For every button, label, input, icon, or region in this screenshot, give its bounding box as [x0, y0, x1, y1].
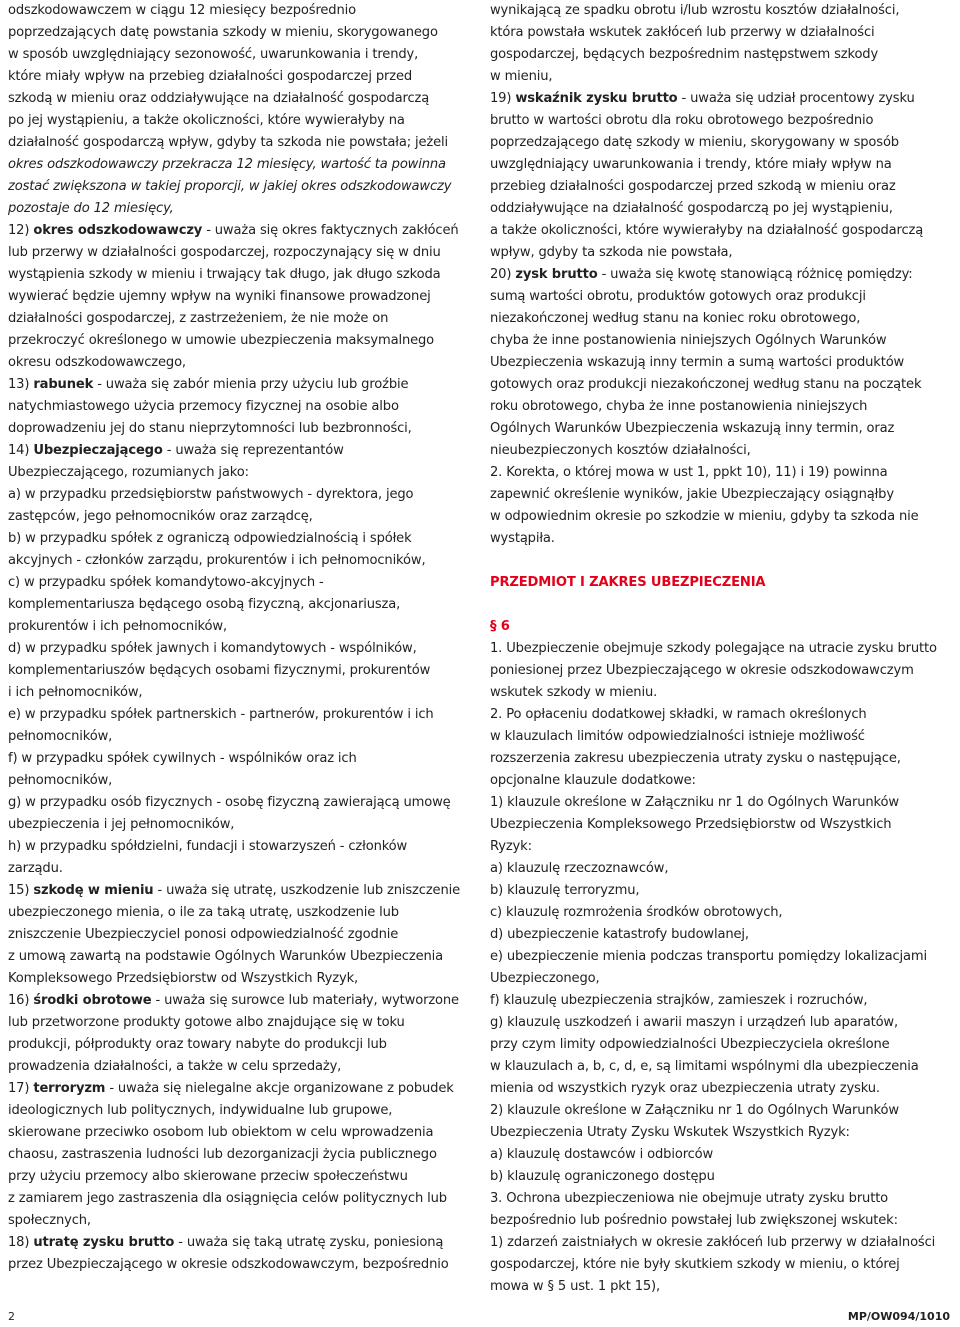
text-line — [490, 440, 956, 462]
text-run: ubezpieczonego mienia, o ile za taką utratę, uszkodzenie lub — [8, 905, 399, 920]
text-line — [490, 132, 956, 154]
text-line — [490, 1122, 956, 1144]
text-line — [490, 990, 956, 1012]
text-run: przez Ubezpieczającego w okresie odszkodowawczym, bezpośrednio — [8, 1257, 449, 1272]
text-line — [8, 968, 478, 990]
text-line — [490, 638, 956, 660]
text-run: chaosu, zastraszenia ludności lub dezorganizacji życia publicznego — [8, 1147, 437, 1162]
text-run: 19) — [490, 91, 516, 106]
text-line — [8, 330, 478, 352]
text-line — [490, 1276, 956, 1298]
text-run: roku obrotowego, chyba że inne postanowienia niniejszych — [490, 399, 868, 414]
text-line — [8, 770, 478, 792]
text-run: doprowadzeniu jej do stanu nieprzytomności lub bezbronności, — [8, 421, 412, 436]
text-run: f) w przypadku spółek cywilnych - wspólników oraz ich — [8, 751, 357, 766]
text-run: e) ubezpieczenie mienia podczas transportu pomiędzy lokalizacjami — [490, 949, 927, 964]
text-run: Ubezpieczenia Kompleksowego Przedsiębiorstw od Wszystkich — [490, 817, 892, 832]
text-run: Ubezpieczenia Utraty Zysku Wskutek Wszystkich Ryzyk: — [490, 1125, 850, 1140]
text-run: f) klauzulę ubezpieczenia strajków, zamieszek i rozruchów, — [490, 993, 868, 1008]
text-run: Ubezpieczającego, rozumianych jako: — [8, 465, 249, 480]
text-run: 20) — [490, 267, 516, 282]
text-line — [8, 220, 478, 242]
text-line — [8, 0, 478, 22]
text-line — [8, 858, 478, 880]
text-run: zastępców, jego pełnomocników oraz zarządcę, — [8, 509, 313, 524]
text-run: lub przetworzone produkty gotowe albo znajdujące się w toku — [8, 1015, 405, 1030]
text-line — [8, 902, 478, 924]
text-run: rozszerzenia zakresu ubezpieczenia utraty zysku o następujące, — [490, 751, 901, 766]
text-line — [8, 352, 478, 374]
text-run: 2) klauzule określone w Załączniku nr 1 do Ogólnych Warunków — [490, 1103, 899, 1118]
text-run: b) klauzulę terroryzmu, — [490, 883, 640, 898]
text-line — [490, 1210, 956, 1232]
text-run: uwzględniający uwarunkowania i trendy, które miały wpływ na — [490, 157, 892, 172]
text-run: działalności gospodarczej, z zastrzeżeniem, że nie może on — [8, 311, 389, 326]
text-run: g) klauzulę uszkodzeń i awarii maszyn i urządzeń lub aparatów, — [490, 1015, 899, 1030]
text-run: a) w przypadku przedsiębiorstw państwowych - dyrektora, jego — [8, 487, 414, 502]
defined-term: utratę zysku brutto — [33, 1235, 175, 1250]
text-line — [8, 1056, 478, 1078]
text-run: wskutek szkody w mieniu. — [490, 685, 658, 700]
text-line — [8, 990, 478, 1012]
text-run: zostać zwiększona w takiej proporcji, w jakiej okres odszkodowawczy — [8, 179, 452, 194]
text-line — [490, 1100, 956, 1122]
text-line — [490, 1254, 956, 1276]
text-line — [8, 660, 478, 682]
text-line — [8, 440, 478, 462]
text-run: mowa w § 5 ust. 1 pkt 15), — [490, 1279, 661, 1294]
text-line — [490, 814, 956, 836]
text-line — [8, 528, 478, 550]
text-line — [8, 726, 478, 748]
text-line — [8, 572, 478, 594]
text-run: 1. Ubezpieczenie obejmuje szkody polegające na utracie zysku brutto — [490, 641, 937, 656]
text-line — [490, 924, 956, 946]
text-line — [490, 550, 956, 572]
text-run: mienia od wszystkich ryzyk oraz ubezpieczenia utraty zysku. — [490, 1081, 880, 1096]
text-run: bezpośrednio lub pośrednio powstałej lub zwiększonej wskutek: — [490, 1213, 898, 1228]
text-run: ubezpieczenia i jej pełnomocników, — [8, 817, 235, 832]
text-run: 18) — [8, 1235, 34, 1250]
text-line — [8, 484, 478, 506]
text-run: 2. Po opłaceniu dodatkowej składki, w ramach określonych — [490, 707, 867, 722]
text-run: d) ubezpieczenie katastrofy budowlanej, — [490, 927, 749, 942]
text-run: - uważa się kwotę stanowiącą różnicę pomiędzy: — [597, 267, 913, 282]
text-run: komplementariuszów będących osobami fizycznymi, prokurentów — [8, 663, 431, 678]
text-line — [490, 66, 956, 88]
text-line — [8, 286, 478, 308]
text-line — [8, 550, 478, 572]
text-line — [490, 0, 956, 22]
text-run: sumą wartości obrotu, produktów gotowych oraz produkcji — [490, 289, 866, 304]
text-run: komplementariusza będącego osobą fizyczną, akcjonariusza, — [8, 597, 401, 612]
text-run: w mieniu, — [490, 69, 553, 84]
text-line — [490, 176, 956, 198]
text-run: okresu odszkodowawczego, — [8, 355, 186, 370]
text-run: zapewnić określenie wyników, jakie Ubezpieczający osiągnąłby — [490, 487, 894, 502]
text-line — [490, 374, 956, 396]
text-line — [8, 924, 478, 946]
text-line — [490, 242, 956, 264]
text-run: przebieg działalności gospodarczej przed szkodą w mieniu oraz — [490, 179, 896, 194]
text-run: pełnomocników, — [8, 773, 113, 788]
text-line — [490, 528, 956, 550]
text-run: gospodarczej, które nie były skutkiem szkody w mieniu, o której — [490, 1257, 900, 1272]
document-code: MP/OW094/1010 — [847, 1310, 950, 1323]
text-run: c) klauzulę rozmrożenia środków obrotowych, — [490, 905, 783, 920]
text-line — [490, 506, 956, 528]
text-line — [8, 1254, 478, 1276]
text-run: z zamiarem jego zastraszenia dla osiągnięcia celów politycznych lub — [8, 1191, 447, 1206]
text-line — [490, 946, 956, 968]
text-line — [490, 286, 956, 308]
defined-term: zysk brutto — [515, 267, 598, 282]
text-line — [8, 66, 478, 88]
defined-term: wskaźnik zysku brutto — [515, 91, 678, 106]
text-run: 16) — [8, 993, 34, 1008]
text-run: prowadzenia działalności, a także w celu sprzedaży, — [8, 1059, 342, 1074]
text-line — [490, 44, 956, 66]
text-line — [490, 726, 956, 748]
text-line — [8, 638, 478, 660]
text-run: poprzedzających datę powstania szkody w mieniu, skorygowanego — [8, 25, 438, 40]
text-run: 3. Ochrona ubezpieczeniowa nie obejmuje utraty zysku brutto — [490, 1191, 889, 1206]
text-run: g) w przypadku osób fizycznych - osobę fizyczną zawierającą umowę — [8, 795, 451, 810]
text-run: wywierać będzie ujemny wpływ na wyniki finansowe prowadzonej — [8, 289, 431, 304]
text-run: w klauzulach limitów odpowiedzialności istnieje możliwość — [490, 729, 865, 744]
text-run: gotowych oraz produkcji niezakończonej według stanu na początek — [490, 377, 922, 392]
text-run: oddziaływujące na działalność gospodarczą po jej wystąpieniu, — [490, 201, 893, 216]
text-run: Kompleksowego Przedsiębiorstw od Wszystkich Ryzyk, — [8, 971, 359, 986]
text-line — [8, 880, 478, 902]
text-run: 2. Korekta, o której mowa w ust 1, ppkt 10), 11) i 19) powinna — [490, 465, 888, 480]
text-run: - uważa się utratę, uszkodzenie lub zniszczenie — [153, 883, 461, 898]
text-line — [490, 660, 956, 682]
text-line — [490, 220, 956, 242]
text-run: która powstała wskutek zakłóceń lub przerwy w działalności — [490, 25, 875, 40]
text-line — [490, 1056, 956, 1078]
text-line — [490, 682, 956, 704]
text-line — [8, 616, 478, 638]
text-line — [490, 88, 956, 110]
defined-term: Ubezpieczającego — [33, 443, 163, 458]
text-run: poprzedzającego datę szkody w mieniu, skorygowany w sposób — [490, 135, 899, 150]
text-run: niezakończonej według stanu na koniec roku obrotowego, — [490, 311, 861, 326]
text-run: po jej wystąpieniu, a także okoliczności, które wywierałyby na — [8, 113, 405, 128]
text-line — [8, 836, 478, 858]
text-run: 15) — [8, 883, 34, 898]
text-line — [490, 308, 956, 330]
text-line — [490, 1144, 956, 1166]
text-line — [490, 154, 956, 176]
text-line — [490, 1012, 956, 1034]
text-run: natychmiastowego użycia przemocy fizycznej na osobie albo — [8, 399, 399, 414]
text-line — [8, 1144, 478, 1166]
text-line — [490, 748, 956, 770]
text-run: działalność gospodarczą wpływ, gdyby ta szkoda nie powstała; jeżeli — [8, 135, 448, 150]
text-run: zniszczenie Ubezpieczyciel ponosi odpowiedzialność zgodnie — [8, 927, 399, 942]
text-run: które miały wpływ na przebieg działalności gospodarczej przed — [8, 69, 413, 84]
text-run: 13) — [8, 377, 34, 392]
section-heading: PRZEDMIOT I ZAKRES UBEZPIECZENIA — [490, 575, 766, 590]
text-line — [8, 88, 478, 110]
text-run: 12) — [8, 223, 34, 238]
text-line — [8, 946, 478, 968]
text-run: c) w przypadku spółek komandytowo-akcyjnych - — [8, 575, 324, 590]
text-run: pozostaje do 12 miesięcy, — [8, 201, 174, 216]
text-run: - uważa się reprezentantów — [162, 443, 344, 458]
text-line — [8, 1122, 478, 1144]
text-line — [490, 858, 956, 880]
text-run: 1) klauzule określone w Załączniku nr 1 do Ogólnych Warunków — [490, 795, 899, 810]
text-run: odszkodowawczem w ciągu 12 miesięcy bezpośrednio — [8, 3, 356, 18]
text-line — [8, 396, 478, 418]
text-line — [8, 44, 478, 66]
text-run: lub przerwy w działalności gospodarczej, rozpoczynający się w dniu — [8, 245, 441, 260]
text-run: produkcji, półprodukty oraz towary nabyte do produkcji lub — [8, 1037, 387, 1052]
text-line — [8, 242, 478, 264]
text-run: przekroczyć określonego w umowie ubezpieczenia maksymalnego — [8, 333, 435, 348]
defined-term: terroryzm — [33, 1081, 106, 1096]
text-line — [490, 1078, 956, 1100]
text-run: przy użyciu przemocy albo skierowane przeciw społeczeństwu — [8, 1169, 408, 1184]
text-line — [8, 594, 478, 616]
text-line — [8, 1232, 478, 1254]
text-line — [8, 704, 478, 726]
text-run: h) w przypadku spółdzielni, fundacji i stowarzyszeń - członków — [8, 839, 408, 854]
text-run: w sposób uwzględniający sezonowość, uwarunkowania i trendy, — [8, 47, 419, 62]
text-line — [8, 814, 478, 836]
text-line — [490, 110, 956, 132]
text-run: ideologicznych lub politycznych, indywidualne lub grupowe, — [8, 1103, 393, 1118]
text-run: - uważa się udział procentowy zysku — [677, 91, 915, 106]
text-run: a) klauzulę dostawców i odbiorców — [490, 1147, 714, 1162]
left-text-column — [8, 0, 478, 1276]
text-line — [490, 1188, 956, 1210]
text-line — [490, 330, 956, 352]
text-line — [490, 770, 956, 792]
text-run: okres odszkodowawczy przekracza 12 miesięcy, wartość ta powinna — [8, 157, 446, 172]
text-run: - uważa się nielegalne akcje organizowane z pobudek — [105, 1081, 454, 1096]
text-line — [8, 792, 478, 814]
text-run: 14) — [8, 443, 34, 458]
text-line — [8, 176, 478, 198]
text-run: prokurentów i ich pełnomocników, — [8, 619, 227, 634]
text-run: przy czym limity odpowiedzialności Ubezpieczyciela określone — [490, 1037, 890, 1052]
text-run: - uważa się taką utratę zysku, poniesioną — [174, 1235, 444, 1250]
text-run: brutto w wartości obrotu dla roku obrotowego bezpośrednio — [490, 113, 874, 128]
text-line — [8, 418, 478, 440]
text-run: b) w przypadku spółek z ograniczą odpowiedzialnością i spółek — [8, 531, 412, 546]
text-run: poniesionej przez Ubezpieczającego w okresie odszkodowawczym — [490, 663, 914, 678]
text-line — [490, 198, 956, 220]
section-heading: § 6 — [490, 619, 510, 634]
text-line — [490, 836, 956, 858]
text-run: Ubezpieczonego, — [490, 971, 600, 986]
defined-term: rabunek — [33, 377, 94, 392]
text-run: opcjonalne klauzule dodatkowe: — [490, 773, 696, 788]
text-line — [490, 902, 956, 924]
text-line — [8, 748, 478, 770]
text-line — [8, 132, 478, 154]
text-line — [490, 880, 956, 902]
text-run: b) klauzulę ograniczonego dostępu — [490, 1169, 715, 1184]
text-line — [8, 462, 478, 484]
text-line — [8, 22, 478, 44]
defined-term: szkodę w mieniu — [33, 883, 154, 898]
text-run: Ryzyk: — [490, 839, 532, 854]
text-run: Ogólnych Warunków Ubezpieczenia wskazują inny termin, oraz — [490, 421, 895, 436]
text-run: d) w przypadku spółek jawnych i komandytowych - wspólników, — [8, 641, 417, 656]
text-run: i ich pełnomocników, — [8, 685, 143, 700]
text-run: w odpowiednim okresie po szkodzie w mieniu, gdyby ta szkoda nie — [490, 509, 919, 524]
text-run: z umową zawartą na podstawie Ogólnych Warunków Ubezpieczenia — [8, 949, 443, 964]
text-line — [8, 154, 478, 176]
text-run: 1) zdarzeń zaistniałych w okresie zakłóceń lub przerwy w działalności — [490, 1235, 936, 1250]
text-run: skierowane przeciwko osobom lub obiektom w celu wprowadzenia — [8, 1125, 434, 1140]
text-line — [8, 1188, 478, 1210]
text-line — [490, 594, 956, 616]
text-line — [8, 682, 478, 704]
text-line — [8, 110, 478, 132]
text-line — [490, 22, 956, 44]
text-run: wystąpiła. — [490, 531, 555, 546]
text-run: e) w przypadku spółek partnerskich - partnerów, prokurentów i ich — [8, 707, 434, 722]
text-line — [490, 462, 956, 484]
defined-term: środki obrotowe — [33, 993, 152, 1008]
text-run: gospodarczej, będących bezpośrednim następstwem szkody — [490, 47, 879, 62]
text-line — [490, 704, 956, 726]
text-run: - uważa się okres faktycznych zakłóceń — [202, 223, 459, 238]
text-line — [490, 396, 956, 418]
text-line — [8, 308, 478, 330]
text-line — [490, 352, 956, 374]
text-run: a także okoliczności, które wywierałyby na działalność gospodarczą — [490, 223, 924, 238]
text-run: pełnomocników, — [8, 729, 113, 744]
text-line — [8, 506, 478, 528]
text-line — [8, 1166, 478, 1188]
text-line — [8, 264, 478, 286]
text-line — [490, 264, 956, 286]
text-run: wystąpienia szkody w mieniu i trwający tak długo, jak długo szkoda — [8, 267, 441, 282]
text-run: społecznych, — [8, 1213, 91, 1228]
text-run: w klauzulach a, b, c, d, e, są limitami wspólnymi dla ubezpieczenia — [490, 1059, 919, 1074]
text-run: zarządu. — [8, 861, 63, 876]
text-line — [490, 1034, 956, 1056]
text-line — [490, 572, 956, 594]
text-line — [490, 968, 956, 990]
text-run: a) klauzulę rzeczoznawców, — [490, 861, 669, 876]
text-run: - uważa się surowce lub materiały, wytworzone — [151, 993, 459, 1008]
text-line — [8, 374, 478, 396]
text-line — [8, 1034, 478, 1056]
text-run: wpływ, gdyby ta szkoda nie powstała, — [490, 245, 733, 260]
text-run: chyba że inne postanowienia niniejszych Ogólnych Warunków — [490, 333, 887, 348]
text-line — [8, 1100, 478, 1122]
text-run: - uważa się zabór mienia przy użyciu lub groźbie — [93, 377, 409, 392]
text-line — [490, 1166, 956, 1188]
text-run: 17) — [8, 1081, 34, 1096]
text-run: szkodą w mieniu oraz oddziaływujące na działalność gospodarczą — [8, 91, 430, 106]
page-number: 2 — [8, 1310, 15, 1323]
right-text-column — [490, 0, 956, 1298]
text-line — [8, 1078, 478, 1100]
text-run: akcyjnych - członków zarządu, prokurentów i ich pełnomocników, — [8, 553, 426, 568]
text-line — [490, 792, 956, 814]
text-line — [490, 1232, 956, 1254]
text-line — [8, 1012, 478, 1034]
defined-term: okres odszkodowawczy — [33, 223, 203, 238]
text-run: nieubezpieczonych kosztów działalności, — [490, 443, 751, 458]
text-line — [8, 1210, 478, 1232]
text-line — [8, 198, 478, 220]
text-line — [490, 484, 956, 506]
text-run: Ubezpieczenia wskazują inny termin a sumą wartości produktów — [490, 355, 905, 370]
text-line — [490, 616, 956, 638]
text-line — [490, 418, 956, 440]
text-run: wynikającą ze spadku obrotu i/lub wzrostu kosztów działalności, — [490, 3, 900, 18]
